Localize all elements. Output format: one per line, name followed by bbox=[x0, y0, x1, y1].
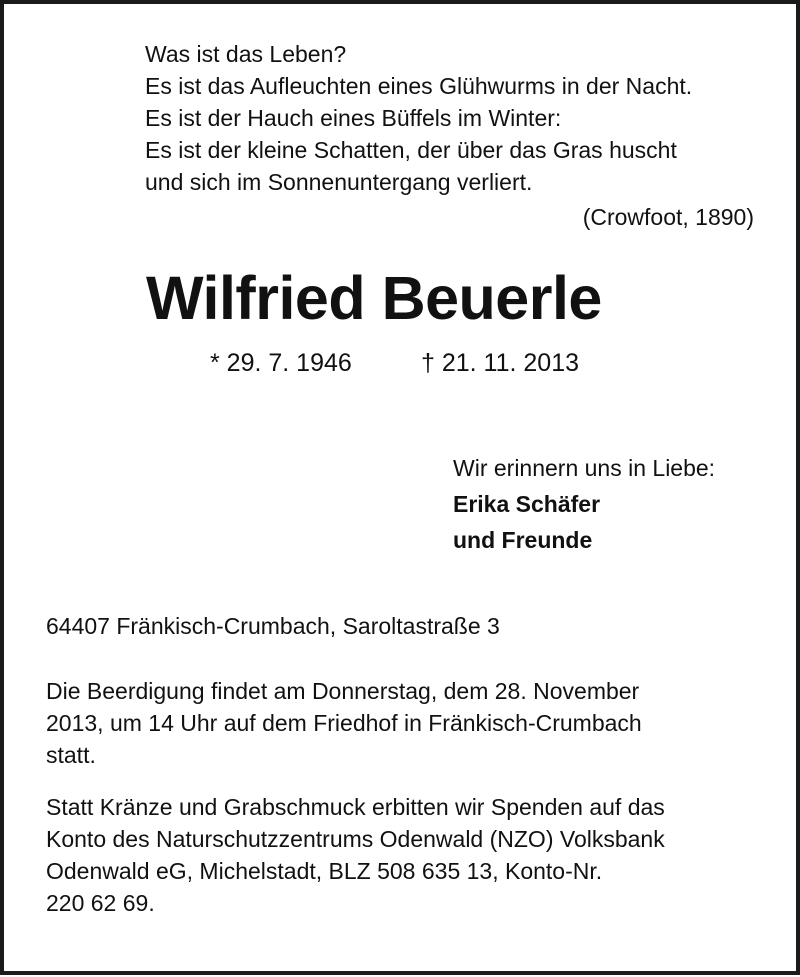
donation-line: Odenwald eG, Michelstadt, BLZ 508 635 13, Konto-Nr. bbox=[46, 858, 603, 884]
funeral-notice bbox=[46, 675, 766, 771]
mourner-name: und Freunde bbox=[453, 527, 593, 553]
poem-line: Es ist der kleine Schatten, der über das Gras huscht bbox=[145, 137, 677, 163]
poem-line: Was ist das Leben? bbox=[145, 41, 347, 67]
funeral-line: 2013, um 14 Uhr auf dem Friedhof in Fränkisch-Crumbach bbox=[46, 710, 642, 736]
mourners-block bbox=[453, 450, 715, 558]
donation-line: 220 62 69. bbox=[46, 890, 155, 916]
birth-date: * 29. 7. 1946 bbox=[210, 349, 352, 377]
poem bbox=[145, 38, 760, 198]
donation-line: Statt Kränze und Grabschmuck erbitten wir Spenden auf das bbox=[46, 794, 665, 820]
address: 64407 Fränkisch-Crumbach, Saroltastraße 3 bbox=[46, 613, 500, 639]
deceased-name: Wilfried Beuerle bbox=[146, 264, 602, 332]
poem-line: und sich im Sonnenuntergang verliert. bbox=[145, 169, 533, 195]
death-date: † 21. 11. 2013 bbox=[421, 349, 580, 377]
mourner-name: Erika Schäfer bbox=[453, 491, 601, 517]
poem-attribution: (Crowfoot, 1890) bbox=[582, 204, 754, 230]
donation-line: Konto des Naturschutzzentrums Odenwald (NZO) Volksbank bbox=[46, 826, 665, 852]
poem-line: Es ist das Aufleuchten eines Glühwurms in der Nacht. bbox=[145, 73, 693, 99]
funeral-line: statt. bbox=[46, 742, 96, 768]
mourners-intro: Wir erinnern uns in Liebe: bbox=[453, 455, 716, 481]
funeral-line: Die Beerdigung findet am Donnerstag, dem 28. November bbox=[46, 678, 640, 704]
donation-notice bbox=[46, 791, 766, 919]
poem-line: Es ist der Hauch eines Büffels im Winter: bbox=[145, 105, 562, 131]
